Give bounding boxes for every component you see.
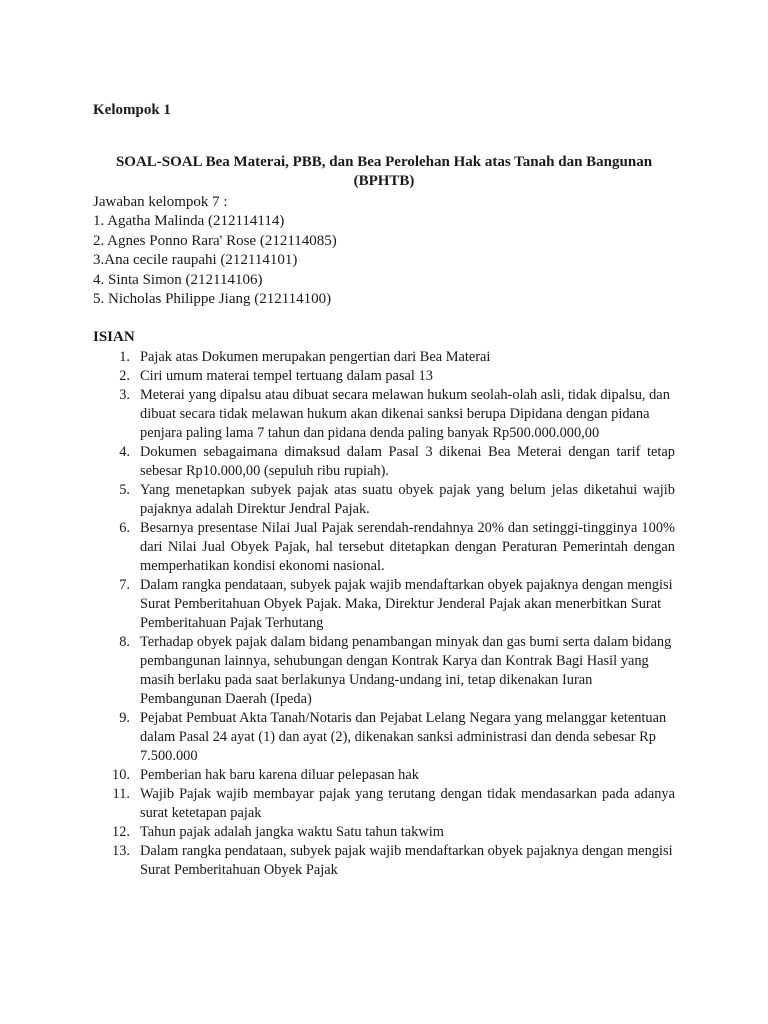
answer-number: 11. — [112, 786, 130, 802]
answer-item — [100, 842, 675, 880]
answer-number: 5. — [119, 482, 130, 498]
answer-text: Dokumen sebagaimana dimaksud dalam Pasal 3 dikenai Bea Meterai dengan tarif tetap sebesar Rp10.000,00 (sepuluh ribu rupiah). — [140, 444, 675, 479]
answer-item — [100, 348, 675, 367]
answer-number: 10. — [112, 767, 130, 783]
answer-number: 7. — [119, 577, 130, 593]
member-item: 2. Agnes Ponno Rara' Rose (212114085) — [93, 232, 337, 249]
answer-text: Besarnya presentase Nilai Jual Pajak serendah-rendahnya 20% dan setinggi-tingginya 100% dari Nilai Jual Obyek Pajak, hal tersebut ditetapkan dengan Peraturan Pemerintah dengan memperhatikan kondisi ekonomi nasional. — [140, 520, 675, 574]
answer-text: Meterai yang dipalsu atau dibuat secara melawan hukum seolah-olah asli, tidak dipalsu, dan dibuat secara tidak melawan hukum akan dikenai sanksi berupa Dipidana dengan pidana penjara paling lama 7 tahun dan pidana denda paling banyak Rp500.000.000,00 — [140, 387, 670, 441]
answer-number: 8. — [119, 634, 130, 650]
answer-text: Dalam rangka pendataan, subyek pajak wajib mendaftarkan obyek pajaknya dengan mengisi Surat Pemberitahuan Obyek Pajak. Maka, Direktur Jenderal Pajak akan menerbitkan Surat Pemberitahuan Pajak Terhutang — [140, 577, 673, 631]
answer-item — [100, 633, 675, 709]
answer-text: Ciri umum materai tempel tertuang dalam pasal 13 — [140, 368, 433, 384]
answer-item — [100, 709, 675, 766]
answer-item — [100, 386, 675, 443]
members-block — [93, 193, 337, 309]
answer-text: Tahun pajak adalah jangka waktu Satu tahun takwim — [140, 824, 444, 840]
answer-number: 6. — [119, 520, 130, 536]
answer-number: 12. — [112, 824, 130, 840]
member-item: 4. Sinta Simon (212114106) — [93, 271, 263, 288]
answer-item — [100, 823, 675, 842]
answer-number: 13. — [112, 843, 130, 859]
answer-item — [100, 367, 675, 386]
member-item: 5. Nicholas Philippe Jiang (212114100) — [93, 291, 332, 308]
answer-text: Terhadap obyek pajak dalam bidang penambangan minyak dan gas bumi serta dalam bidang pembangunan lainnya, sehubungan dengan Kontrak Karya dan Kontrak Bagi Hasil yang masih berlaku pada saat berlakunya Undang-undang ini, tetap dikenakan Iuran Pembangunan Daerah (Ipeda) — [140, 634, 672, 707]
member-item: 3.Ana cecile raupahi (212114101) — [93, 252, 298, 269]
answer-number: 4. — [119, 444, 130, 460]
answer-number: 2. — [119, 368, 130, 384]
answer-text: Dalam rangka pendataan, subyek pajak wajib mendaftarkan obyek pajaknya dengan mengisi Surat Pemberitahuan Obyek Pajak — [140, 843, 673, 878]
answer-item — [100, 766, 675, 785]
answer-item — [100, 576, 675, 633]
answer-list — [100, 348, 675, 880]
answer-number: 9. — [119, 710, 130, 726]
member-item: 1. Agatha Malinda (212114114) — [93, 213, 285, 230]
answer-text: Pejabat Pembuat Akta Tanah/Notaris dan Pejabat Lelang Negara yang melanggar ketentuan dalam Pasal 24 ayat (1) dan ayat (2), dikenakan sanksi administrasi dan denda sebesar Rp 7.500.000 — [140, 710, 667, 764]
answer-text: Pemberian hak baru karena diluar pelepasan hak — [140, 767, 419, 783]
group-heading: Kelompok 1 — [93, 102, 171, 118]
answer-item — [100, 519, 675, 576]
document-title: SOAL-SOAL Bea Materai, PBB, dan Bea Perolehan Hak atas Tanah dan Bangunan (BPHTB) — [115, 154, 653, 189]
answer-text: Pajak atas Dokumen merupakan pengertian dari Bea Materai — [140, 349, 491, 365]
answer-item — [100, 481, 675, 519]
answer-number: 1. — [119, 349, 130, 365]
answer-item — [100, 443, 675, 481]
section-title: ISIAN — [93, 329, 135, 345]
answer-text: Wajib Pajak wajib membayar pajak yang terutang dengan tidak mendasarkan pada adanya surat ketetapan pajak — [140, 786, 675, 821]
answer-text: Yang menetapkan subyek pajak atas suatu obyek pajak yang belum jelas diketahui wajib pajaknya adalah Direktur Jendral Pajak. — [140, 482, 675, 517]
members-intro: Jawaban kelompok 7 : — [93, 194, 228, 210]
answer-item — [100, 785, 675, 823]
answer-number: 3. — [119, 387, 130, 403]
